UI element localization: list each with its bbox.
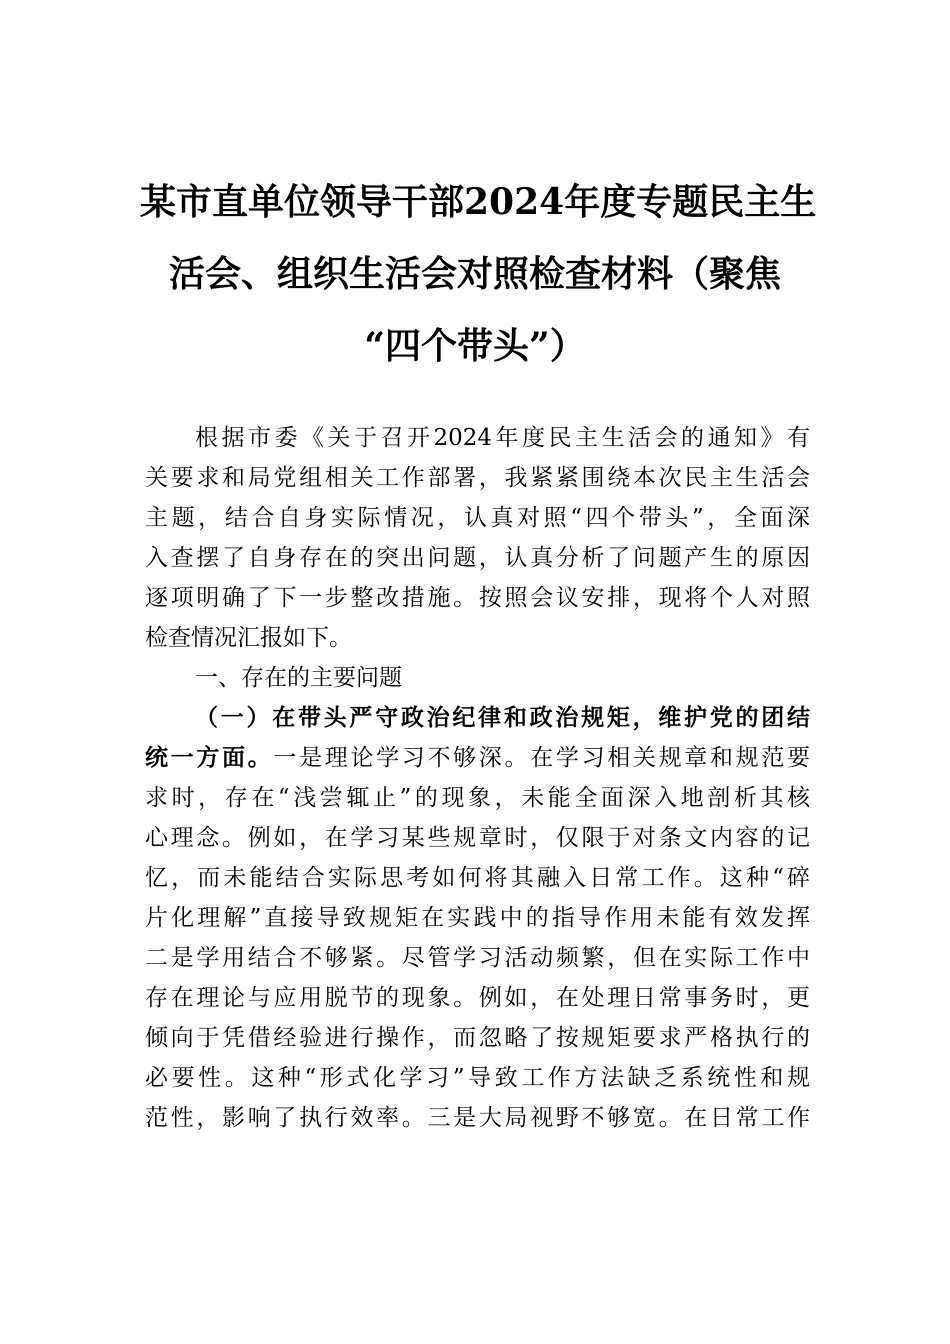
document-body: [145, 418, 810, 1138]
intro-line: 主题，结合自身实际情况，认真对照“四个带头”，全面深: [145, 505, 810, 531]
body-line: 存在理论与应用脱节的现象。例如，在处理日常事务时，更: [145, 985, 810, 1011]
body-line: 忆，而未能结合实际思考如何将其融入日常工作。这种“碎: [145, 865, 810, 891]
subsection-heading: （一）在带头严守政治纪律和政治规矩，维护党的团结: [195, 704, 810, 731]
section-heading: 一、存在的主要问题: [195, 665, 402, 691]
body-line: 必要性。这种“形式化学习”导致工作方法缺乏系统性和规: [145, 1065, 810, 1091]
subsection-heading-end: 统一方面。: [145, 744, 274, 771]
title-line: 某市直单位领导干部2024年度专题民主生: [140, 181, 817, 223]
body-line: 倾向于凭借经验进行操作，而忽略了按规矩要求严格执行的: [145, 1025, 810, 1051]
title-line: 活会、组织生活会对照检查材料（聚焦: [168, 253, 781, 295]
body-line: 片化理解”直接导致规矩在实践中的指导作用未能有效发挥: [145, 905, 810, 931]
body-line: 求时，存在“浅尝辄止”的现象，未能全面深入地剖析其核: [145, 785, 810, 811]
body-line: 二是学用结合不够紧。尽管学习活动频繁，但在实际工作中: [145, 945, 810, 971]
intro-line: 根据市委《关于召开2024年度民主生活会的通知》有: [195, 425, 810, 451]
subsection-line: [145, 738, 810, 778]
title-line: “四个带头”）: [364, 325, 586, 367]
intro-line: 入查摆了自身存在的突出问题，认真分析了问题产生的原因: [145, 545, 810, 571]
body-line: 范性，影响了执行效率。三是大局视野不够宽。在日常工作: [145, 1105, 810, 1131]
subsection-text: 一是理论学习不够深。在学习相关规章和规范要: [273, 745, 811, 771]
intro-line: 关要求和局党组相关工作部署，我紧紧围绕本次民主生活会: [145, 465, 810, 491]
intro-line: 检查情况汇报如下。: [145, 625, 352, 651]
document-title: [140, 166, 817, 382]
body-line: 心理念。例如，在学习某些规章时，仅限于对条文内容的记: [145, 825, 810, 851]
intro-line: 逐项明确了下一步整改措施。按照会议安排，现将个人对照: [145, 585, 810, 611]
